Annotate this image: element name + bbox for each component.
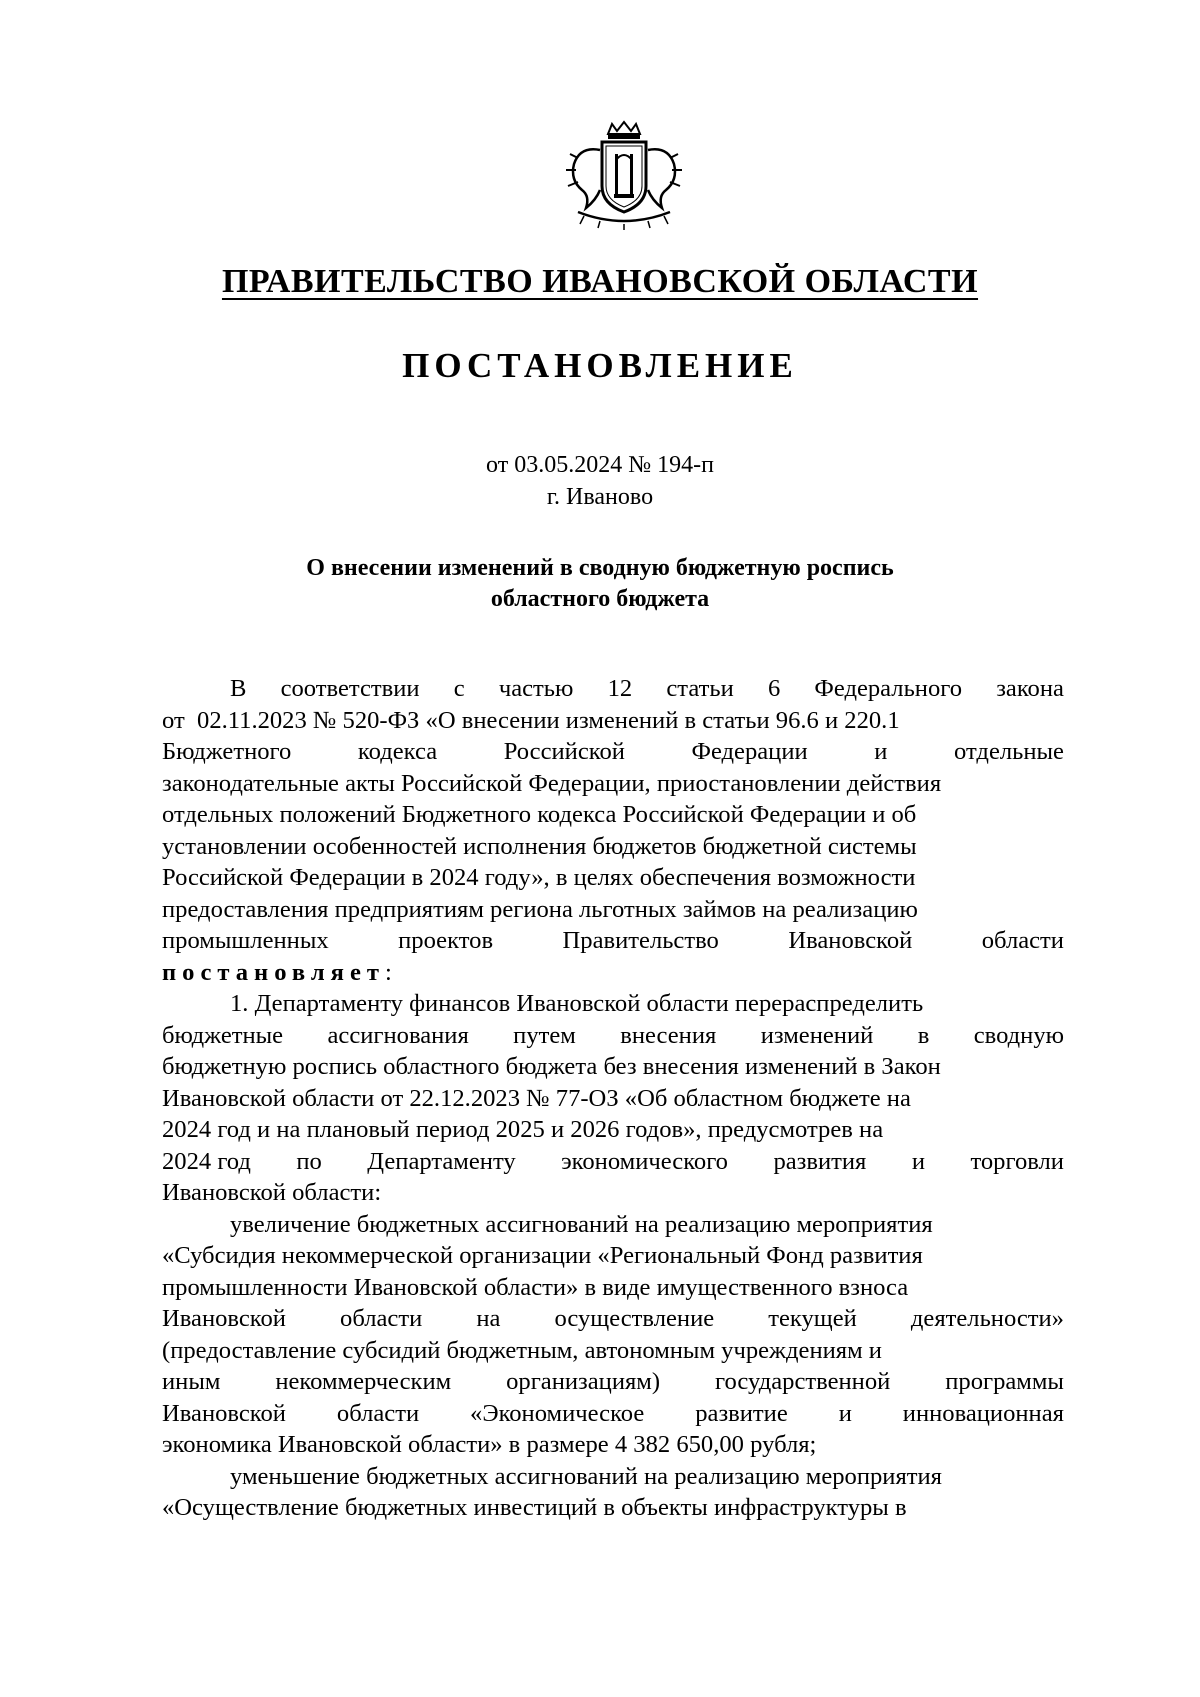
body-line: 2024 год по Департаменту экономического развития и торговли (162, 1147, 1064, 1175)
body-line: Ивановской области: (162, 1179, 382, 1206)
body-line: установлении особенностей исполнения бюджетов бюджетной системы (162, 832, 917, 860)
body-line: 2024 год и на плановый период 2025 и 2026 годов», предусмотрев на (162, 1116, 884, 1143)
coat-of-arms-icon (560, 120, 688, 230)
body-line: Российской Федерации в 2024 году», в целях обеспечения возможности (162, 864, 916, 891)
body-line: постановляет: (162, 958, 392, 986)
document-date-number: от 03.05.2024 № 194-п (486, 452, 714, 478)
resolves-keyword: постановляет (162, 958, 385, 986)
body-line: законодательные акты Российской Федерации, приостановлении действия (162, 769, 942, 797)
body-line: бюджетную роспись областного бюджета без внесения изменений в Закон (162, 1053, 941, 1080)
body-line: (предоставление субсидий бюджетным, автономным учреждениям и (162, 1336, 882, 1364)
body-line: промышленности Ивановской области» в виде имущественного взноса (162, 1273, 909, 1301)
body-line: Бюджетного кодекса Российской Федерации и отдельные (162, 738, 1064, 765)
body-line: экономика Ивановской области» в размере 4 382 650,00 рубля; (162, 1431, 817, 1458)
body-line: «Субсидия некоммерческой организации «Региональный Фонд развития (162, 1242, 923, 1269)
government-title: ПРАВИТЕЛЬСТВО ИВАНОВСКОЙ ОБЛАСТИ (221, 263, 979, 300)
body-line: промышленных проектов Правительство Ивановской области (162, 927, 1064, 954)
body-line: Ивановской области на осуществление текущей деятельности» (162, 1305, 1064, 1332)
body-line: Ивановской области от 22.12.2023 № 77-ОЗ «Об областном бюджете на (162, 1084, 911, 1112)
body-line: 1. Департаменту финансов Ивановской области перераспределить (230, 990, 924, 1017)
body-line: бюджетные ассигнования путем внесения изменений в сводную (162, 1021, 1064, 1049)
body-line: от 02.11.2023 № 520-ФЗ «О внесении изменений в статьи 96.6 и 220.1 (162, 706, 900, 734)
body-line: В соответствии с частью 12 статьи 6 Федерального закона (230, 675, 1064, 702)
body-line: Ивановской области «Экономическое развитие и инновационная (162, 1399, 1064, 1427)
body-line: иным некоммерческим организациям) государственной программы (162, 1368, 1064, 1395)
document-body (162, 673, 1064, 1524)
subject-line-2: областного бюджета (490, 586, 710, 612)
document-city: г. Иваново (546, 484, 654, 510)
body-line: увеличение бюджетных ассигнований на реализацию мероприятия (230, 1210, 933, 1238)
subject-line-1: О внесении изменений в сводную бюджетную роспись (306, 555, 894, 581)
body-line: отдельных положений Бюджетного кодекса Российской Федерации и об (162, 801, 917, 828)
body-line: уменьшение бюджетных ассигнований на реализацию мероприятия (230, 1462, 942, 1490)
document-subject (150, 553, 1050, 615)
document-type: ПОСТАНОВЛЕНИЕ (402, 346, 798, 385)
body-line: предоставления предприятиям региона льготных займов на реализацию (162, 895, 918, 923)
body-line: «Осуществление бюджетных инвестиций в объекты инфраструктуры в (162, 1494, 907, 1521)
